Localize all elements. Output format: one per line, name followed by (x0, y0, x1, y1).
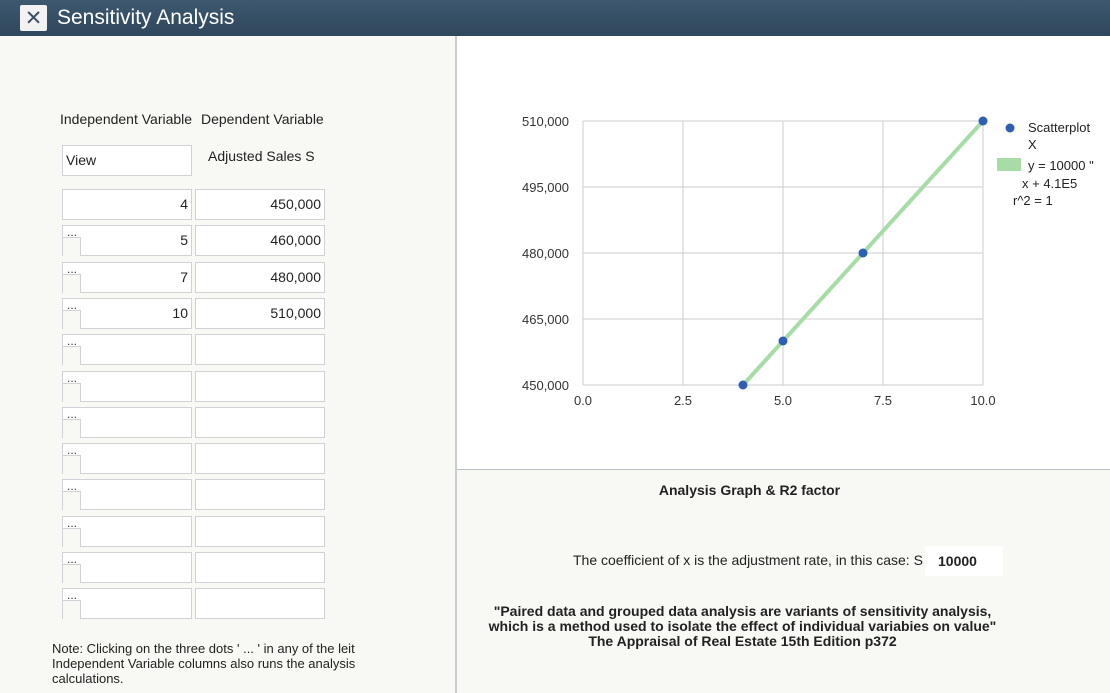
view-button[interactable]: View (62, 145, 192, 176)
independent-value-input[interactable] (62, 479, 192, 510)
analysis-panel (457, 470, 1110, 693)
run-analysis-dots[interactable]: ... (67, 552, 78, 566)
y-tick-label: 450,000 (522, 378, 569, 393)
independent-value-input[interactable] (62, 588, 192, 619)
dependent-value-input[interactable] (195, 588, 325, 619)
independent-value: 5 (180, 232, 188, 248)
quote-line: "Paired data and grouped data analysis are variants of sensitivity analysis, (493, 603, 992, 619)
quote-line: which is a method used to isolate the effect of individual variabies on value" (488, 618, 997, 634)
run-analysis-dots[interactable]: ... (67, 225, 78, 239)
note-line: calculations. (52, 671, 124, 686)
independent-value-input[interactable] (62, 516, 192, 547)
run-analysis-dots[interactable]: ... (67, 298, 78, 312)
run-analysis-dots[interactable]: ... (67, 479, 78, 493)
y-tick-label: 495,000 (522, 180, 569, 195)
data-point (859, 249, 868, 258)
run-analysis-dots[interactable]: ... (67, 262, 78, 276)
note-text (52, 641, 392, 686)
y-tick-label: 480,000 (522, 246, 569, 261)
data-point (739, 381, 748, 390)
legend-label: x + 4.1E5 (1022, 176, 1078, 191)
legend-label: y = 10000 " (1028, 158, 1094, 173)
y-tick-label: 510,000 (522, 114, 569, 129)
independent-value: 4 (180, 196, 188, 212)
legend-scatter-marker (1006, 124, 1015, 133)
independent-value: 7 (180, 269, 188, 285)
y-tick-label: 465,000 (522, 312, 569, 327)
graph-title: Analysis Graph & R2 factor (658, 482, 841, 498)
note-line: Note: Clicking on the three dots ' ... ' in any of the leit (52, 641, 355, 656)
x-tick-label: 2.5 (673, 393, 693, 408)
x-tick-label: 10.0 (970, 393, 996, 408)
x-tick-label: 5.0 (773, 393, 793, 408)
dependent-value-input[interactable]: 460,000 (195, 225, 325, 256)
x-tick-label: 7.5 (873, 393, 893, 408)
dependent-value-input[interactable] (195, 516, 325, 547)
data-point (979, 117, 988, 126)
horizontal-divider (457, 469, 1110, 470)
coefficient-label: The coefficient of x is the adjustment rate, in this case: S (573, 552, 923, 568)
legend-label: r^2 = 1 (1013, 193, 1053, 208)
run-analysis-dots[interactable]: ... (67, 516, 78, 530)
legend-label: Scatterplot (1028, 120, 1091, 135)
x-tick-label: 0.0 (573, 393, 593, 408)
dependent-value-input[interactable]: 450,000 (195, 189, 325, 220)
data-point (779, 337, 788, 346)
independent-value: 10 (172, 305, 188, 321)
dependent-value-input[interactable] (195, 479, 325, 510)
dependent-value-input[interactable]: 480,000 (195, 262, 325, 293)
dependent-value-input[interactable]: 510,000 (195, 298, 325, 329)
note-line: Independent Variable columns also runs the analysis (52, 656, 356, 671)
independent-value-input[interactable] (62, 552, 192, 583)
run-analysis-dots[interactable]: ... (67, 334, 78, 348)
window-title: Sensitivity Analysis (57, 6, 235, 29)
run-analysis-dots[interactable]: ... (67, 371, 78, 385)
legend-label: X (1028, 137, 1037, 152)
quote-line: The Appraisal of Real Estate 15th Edition p372 (588, 633, 897, 649)
dependent-variable-label: Adjusted Sales S (208, 148, 315, 164)
coefficient-value: 10000 (925, 546, 1003, 576)
dependent-value-input[interactable] (195, 552, 325, 583)
independent-variable-header: Independent Variable (60, 111, 193, 127)
dependent-variable-header: Dependent Variable (201, 111, 324, 127)
close-button[interactable]: ✕ (20, 5, 47, 31)
run-analysis-dots[interactable]: ... (67, 443, 78, 457)
run-analysis-dots[interactable]: ... (67, 588, 78, 602)
run-analysis-dots[interactable]: ... (67, 407, 78, 421)
legend-trendline-swatch (997, 158, 1021, 171)
